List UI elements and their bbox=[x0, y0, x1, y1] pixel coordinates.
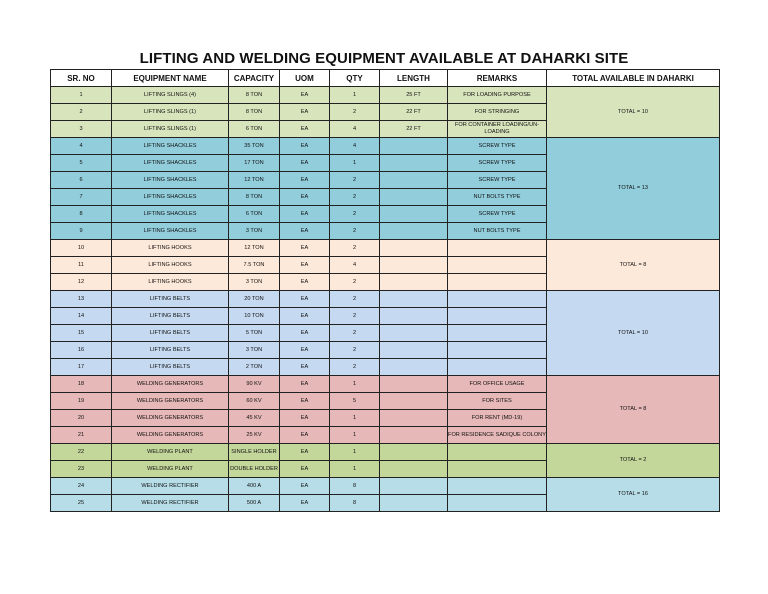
uom-cell: EA bbox=[280, 274, 330, 291]
sr-no-cell: 11 bbox=[51, 257, 112, 274]
remarks-cell bbox=[448, 257, 547, 274]
equipment-name-cell: WELDING GENERATORS bbox=[112, 427, 229, 444]
capacity-cell: 7.5 TON bbox=[229, 257, 280, 274]
uom-cell: EA bbox=[280, 257, 330, 274]
length-cell bbox=[380, 342, 448, 359]
equipment-name-cell: WELDING GENERATORS bbox=[112, 393, 229, 410]
page-title: LIFTING AND WELDING EQUIPMENT AVAILABLE AT DAHARKI SITE bbox=[139, 50, 629, 67]
equipment-table bbox=[50, 69, 720, 512]
uom-cell: EA bbox=[280, 223, 330, 240]
table-row bbox=[51, 240, 720, 257]
uom-cell: EA bbox=[280, 461, 330, 478]
length-cell: 22 FT bbox=[380, 121, 448, 138]
capacity-cell: 90 KV bbox=[229, 376, 280, 393]
qty-cell: 2 bbox=[330, 172, 380, 189]
capacity-cell: 3 TON bbox=[229, 342, 280, 359]
equipment-name-cell: WELDING RECTIFIER bbox=[112, 495, 229, 512]
equipment-name-cell: LIFTING SHACKLES bbox=[112, 138, 229, 155]
length-cell bbox=[380, 495, 448, 512]
uom-cell: EA bbox=[280, 444, 330, 461]
uom-cell: EA bbox=[280, 291, 330, 308]
capacity-cell: 500 A bbox=[229, 495, 280, 512]
uom-cell: EA bbox=[280, 427, 330, 444]
length-cell bbox=[380, 240, 448, 257]
qty-cell: 2 bbox=[330, 223, 380, 240]
length-cell bbox=[380, 325, 448, 342]
sr-no-cell: 1 bbox=[51, 87, 112, 104]
capacity-cell: 2 TON bbox=[229, 359, 280, 376]
sr-no-cell: 20 bbox=[51, 410, 112, 427]
uom-cell: EA bbox=[280, 172, 330, 189]
sr-no-cell: 15 bbox=[51, 325, 112, 342]
sr-no-cell: 12 bbox=[51, 274, 112, 291]
sr-no-cell: 14 bbox=[51, 308, 112, 325]
sr-no-cell: 17 bbox=[51, 359, 112, 376]
qty-cell: 2 bbox=[330, 104, 380, 121]
capacity-cell: 12 TON bbox=[229, 240, 280, 257]
length-cell bbox=[380, 274, 448, 291]
equipment-name-cell: LIFTING BELTS bbox=[112, 325, 229, 342]
length-cell: 25 FT bbox=[380, 87, 448, 104]
equipment-name-cell: LIFTING BELTS bbox=[112, 308, 229, 325]
capacity-cell: 8 TON bbox=[229, 189, 280, 206]
uom-cell: EA bbox=[280, 478, 330, 495]
sr-no-cell: 21 bbox=[51, 427, 112, 444]
sr-no-cell: 5 bbox=[51, 155, 112, 172]
equipment-name-cell: LIFTING SHACKLES bbox=[112, 155, 229, 172]
qty-cell: 4 bbox=[330, 138, 380, 155]
remarks-cell: FOR SITES bbox=[448, 393, 547, 410]
uom-cell: EA bbox=[280, 325, 330, 342]
qty-cell: 2 bbox=[330, 325, 380, 342]
capacity-cell: 25 KV bbox=[229, 427, 280, 444]
equipment-name-cell: WELDING PLANT bbox=[112, 444, 229, 461]
capacity-cell: 17 TON bbox=[229, 155, 280, 172]
header-total-available: TOTAL AVAILABLE IN DAHARKI bbox=[547, 70, 720, 87]
length-cell bbox=[380, 427, 448, 444]
equipment-name-cell: LIFTING HOOKS bbox=[112, 240, 229, 257]
uom-cell: EA bbox=[280, 104, 330, 121]
qty-cell: 8 bbox=[330, 495, 380, 512]
length-cell bbox=[380, 206, 448, 223]
remarks-cell: FOR CONTAINER LOADING/UN-LOADING bbox=[448, 121, 547, 138]
remarks-cell: SCREW TYPE bbox=[448, 155, 547, 172]
qty-cell: 1 bbox=[330, 461, 380, 478]
capacity-cell: DOUBLE HOLDER bbox=[229, 461, 280, 478]
length-cell bbox=[380, 172, 448, 189]
capacity-cell: 8 TON bbox=[229, 87, 280, 104]
length-cell bbox=[380, 393, 448, 410]
total-cell: TOTAL = 8 bbox=[547, 376, 720, 444]
uom-cell: EA bbox=[280, 138, 330, 155]
total-cell: TOTAL = 16 bbox=[547, 478, 720, 512]
sr-no-cell: 23 bbox=[51, 461, 112, 478]
header-qty: QTY bbox=[330, 70, 380, 87]
sr-no-cell: 16 bbox=[51, 342, 112, 359]
table-row bbox=[51, 376, 720, 393]
equipment-name-cell: WELDING PLANT bbox=[112, 461, 229, 478]
uom-cell: EA bbox=[280, 189, 330, 206]
equipment-name-cell: WELDING GENERATORS bbox=[112, 376, 229, 393]
total-cell: TOTAL = 10 bbox=[547, 87, 720, 138]
length-cell bbox=[380, 359, 448, 376]
length-cell bbox=[380, 291, 448, 308]
equipment-name-cell: LIFTING HOOKS bbox=[112, 274, 229, 291]
sr-no-cell: 13 bbox=[51, 291, 112, 308]
equipment-name-cell: LIFTING SHACKLES bbox=[112, 206, 229, 223]
table-row bbox=[51, 291, 720, 308]
length-cell bbox=[380, 376, 448, 393]
uom-cell: EA bbox=[280, 206, 330, 223]
sr-no-cell: 8 bbox=[51, 206, 112, 223]
sr-no-cell: 22 bbox=[51, 444, 112, 461]
equipment-name-cell: LIFTING BELTS bbox=[112, 342, 229, 359]
capacity-cell: 60 KV bbox=[229, 393, 280, 410]
total-cell: TOTAL = 8 bbox=[547, 240, 720, 291]
remarks-cell: NUT BOLTS TYPE bbox=[448, 189, 547, 206]
uom-cell: EA bbox=[280, 155, 330, 172]
equipment-name-cell: LIFTING SLINGS (4) bbox=[112, 87, 229, 104]
remarks-cell: SCREW TYPE bbox=[448, 138, 547, 155]
remarks-cell bbox=[448, 291, 547, 308]
sr-no-cell: 4 bbox=[51, 138, 112, 155]
capacity-cell: 400 A bbox=[229, 478, 280, 495]
qty-cell: 4 bbox=[330, 257, 380, 274]
capacity-cell: 12 TON bbox=[229, 172, 280, 189]
length-cell bbox=[380, 478, 448, 495]
sr-no-cell: 10 bbox=[51, 240, 112, 257]
remarks-cell bbox=[448, 478, 547, 495]
length-cell: 22 FT bbox=[380, 104, 448, 121]
header-capacity: CAPACITY bbox=[229, 70, 280, 87]
sr-no-cell: 18 bbox=[51, 376, 112, 393]
remarks-cell: FOR OFFICE USAGE bbox=[448, 376, 547, 393]
length-cell bbox=[380, 223, 448, 240]
remarks-cell: FOR RESIDENCE SADIQUE COLONY bbox=[448, 427, 547, 444]
capacity-cell: 6 TON bbox=[229, 121, 280, 138]
remarks-cell bbox=[448, 342, 547, 359]
length-cell bbox=[380, 461, 448, 478]
sr-no-cell: 2 bbox=[51, 104, 112, 121]
qty-cell: 5 bbox=[330, 393, 380, 410]
length-cell bbox=[380, 257, 448, 274]
sr-no-cell: 6 bbox=[51, 172, 112, 189]
remarks-cell bbox=[448, 240, 547, 257]
remarks-cell: FOR LOADING PURPOSE bbox=[448, 87, 547, 104]
uom-cell: EA bbox=[280, 359, 330, 376]
remarks-cell bbox=[448, 461, 547, 478]
equipment-name-cell: WELDING RECTIFIER bbox=[112, 478, 229, 495]
qty-cell: 2 bbox=[330, 342, 380, 359]
capacity-cell: 3 TON bbox=[229, 274, 280, 291]
length-cell bbox=[380, 189, 448, 206]
total-cell: TOTAL = 10 bbox=[547, 291, 720, 376]
length-cell bbox=[380, 410, 448, 427]
length-cell bbox=[380, 444, 448, 461]
remarks-cell bbox=[448, 274, 547, 291]
qty-cell: 2 bbox=[330, 274, 380, 291]
remarks-cell bbox=[448, 495, 547, 512]
uom-cell: EA bbox=[280, 308, 330, 325]
qty-cell: 2 bbox=[330, 308, 380, 325]
table-row bbox=[51, 138, 720, 155]
remarks-cell: SCREW TYPE bbox=[448, 206, 547, 223]
uom-cell: EA bbox=[280, 376, 330, 393]
capacity-cell: 6 TON bbox=[229, 206, 280, 223]
equipment-name-cell: LIFTING BELTS bbox=[112, 359, 229, 376]
remarks-cell: FOR STRINGING bbox=[448, 104, 547, 121]
uom-cell: EA bbox=[280, 342, 330, 359]
remarks-cell: SCREW TYPE bbox=[448, 172, 547, 189]
qty-cell: 2 bbox=[330, 359, 380, 376]
qty-cell: 2 bbox=[330, 291, 380, 308]
qty-cell: 1 bbox=[330, 87, 380, 104]
capacity-cell: 45 KV bbox=[229, 410, 280, 427]
remarks-cell bbox=[448, 359, 547, 376]
capacity-cell: 8 TON bbox=[229, 104, 280, 121]
equipment-name-cell: LIFTING BELTS bbox=[112, 291, 229, 308]
capacity-cell: 10 TON bbox=[229, 308, 280, 325]
equipment-name-cell: WELDING GENERATORS bbox=[112, 410, 229, 427]
qty-cell: 1 bbox=[330, 444, 380, 461]
remarks-cell bbox=[448, 325, 547, 342]
uom-cell: EA bbox=[280, 240, 330, 257]
qty-cell: 8 bbox=[330, 478, 380, 495]
header-equipment-name: EQUIPMENT NAME bbox=[112, 70, 229, 87]
length-cell bbox=[380, 155, 448, 172]
remarks-cell bbox=[448, 308, 547, 325]
uom-cell: EA bbox=[280, 495, 330, 512]
length-cell bbox=[380, 138, 448, 155]
header-remarks: REMARKS bbox=[448, 70, 547, 87]
capacity-cell: 35 TON bbox=[229, 138, 280, 155]
uom-cell: EA bbox=[280, 121, 330, 138]
total-cell: TOTAL = 13 bbox=[547, 138, 720, 240]
qty-cell: 2 bbox=[330, 206, 380, 223]
capacity-cell: SINGLE HOLDER bbox=[229, 444, 280, 461]
qty-cell: 2 bbox=[330, 240, 380, 257]
equipment-name-cell: LIFTING SHACKLES bbox=[112, 223, 229, 240]
uom-cell: EA bbox=[280, 393, 330, 410]
equipment-name-cell: LIFTING SLINGS (1) bbox=[112, 121, 229, 138]
equipment-name-cell: LIFTING SHACKLES bbox=[112, 189, 229, 206]
sr-no-cell: 25 bbox=[51, 495, 112, 512]
header-sr-no: SR. NO bbox=[51, 70, 112, 87]
table-row bbox=[51, 444, 720, 461]
remarks-cell: NUT BOLTS TYPE bbox=[448, 223, 547, 240]
header-length: LENGTH bbox=[380, 70, 448, 87]
qty-cell: 1 bbox=[330, 410, 380, 427]
capacity-cell: 5 TON bbox=[229, 325, 280, 342]
equipment-name-cell: LIFTING SLINGS (1) bbox=[112, 104, 229, 121]
capacity-cell: 3 TON bbox=[229, 223, 280, 240]
capacity-cell: 20 TON bbox=[229, 291, 280, 308]
header-uom: UOM bbox=[280, 70, 330, 87]
equipment-name-cell: LIFTING SHACKLES bbox=[112, 172, 229, 189]
uom-cell: EA bbox=[280, 410, 330, 427]
table-row bbox=[51, 87, 720, 104]
qty-cell: 2 bbox=[330, 189, 380, 206]
total-cell: TOTAL = 2 bbox=[547, 444, 720, 478]
sr-no-cell: 24 bbox=[51, 478, 112, 495]
uom-cell: EA bbox=[280, 87, 330, 104]
table-row bbox=[51, 478, 720, 495]
qty-cell: 1 bbox=[330, 427, 380, 444]
equipment-name-cell: LIFTING HOOKS bbox=[112, 257, 229, 274]
qty-cell: 1 bbox=[330, 155, 380, 172]
sr-no-cell: 9 bbox=[51, 223, 112, 240]
header-row bbox=[51, 70, 720, 87]
sr-no-cell: 19 bbox=[51, 393, 112, 410]
remarks-cell: FOR RENT (MD-19) bbox=[448, 410, 547, 427]
sr-no-cell: 7 bbox=[51, 189, 112, 206]
length-cell bbox=[380, 308, 448, 325]
qty-cell: 4 bbox=[330, 121, 380, 138]
sr-no-cell: 3 bbox=[51, 121, 112, 138]
remarks-cell bbox=[448, 444, 547, 461]
qty-cell: 1 bbox=[330, 376, 380, 393]
